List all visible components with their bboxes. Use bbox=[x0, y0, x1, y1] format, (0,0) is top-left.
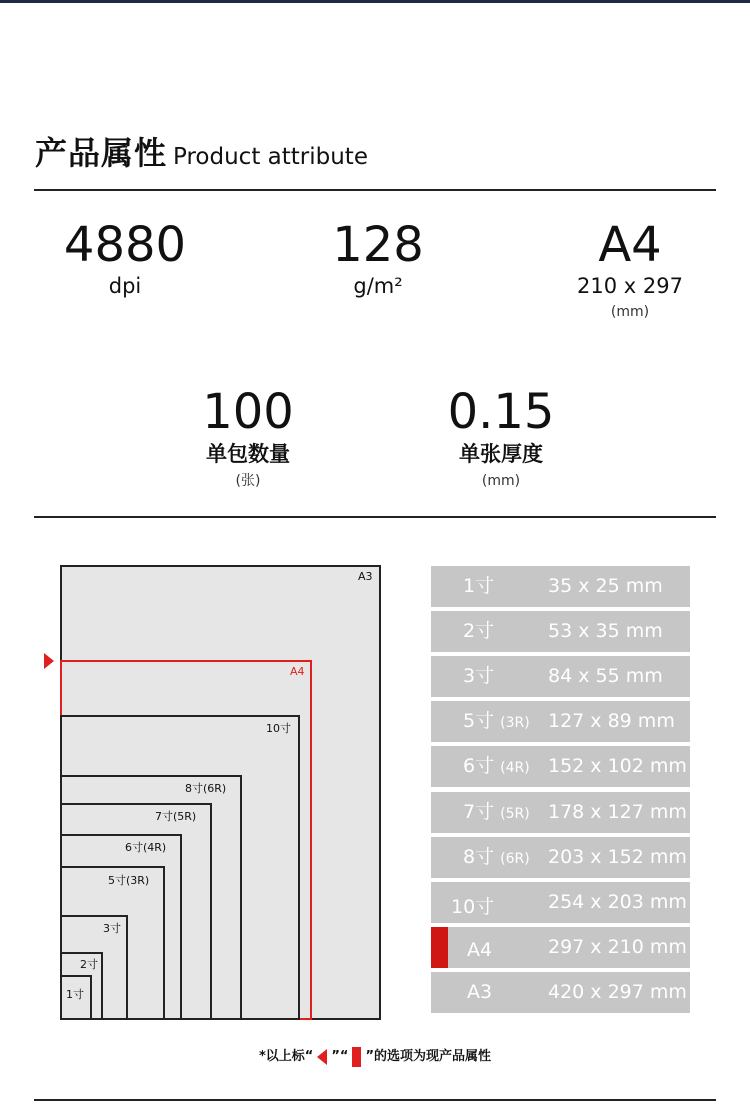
stat-quantity bbox=[138, 385, 358, 493]
stat-size bbox=[520, 218, 740, 324]
divider-bottom bbox=[34, 1099, 716, 1101]
size-dims: 35 x 25 mm bbox=[548, 575, 663, 597]
size-dims: 297 x 210 mm bbox=[548, 936, 687, 958]
size-8-label: 8寸(6R) bbox=[185, 782, 227, 795]
size-name bbox=[467, 972, 492, 1015]
size-dims: 420 x 297 mm bbox=[548, 981, 687, 1003]
size-row-highlighted bbox=[431, 927, 690, 968]
size-label: 1寸 bbox=[463, 575, 495, 597]
stat-unit: 单张厚度 bbox=[459, 442, 543, 466]
section-title bbox=[35, 128, 368, 174]
stat-unit: g/m² bbox=[353, 274, 403, 298]
stat-value: 0.15 bbox=[447, 384, 555, 440]
size-row bbox=[431, 656, 690, 697]
stat-sub: (张) bbox=[235, 473, 261, 489]
size-name bbox=[463, 792, 530, 835]
size-name bbox=[463, 611, 494, 654]
size-dims: 203 x 152 mm bbox=[548, 846, 687, 868]
stat-value: 100 bbox=[202, 384, 294, 440]
size-6-label: 6寸(4R) bbox=[125, 841, 167, 854]
size-name bbox=[463, 566, 494, 609]
size-dims: 254 x 203 mm bbox=[548, 891, 687, 913]
bar-marker-icon bbox=[352, 1047, 361, 1067]
stat-unit: dpi bbox=[108, 274, 142, 298]
stat-sub: (mm) bbox=[481, 473, 521, 489]
size-tag: (4R) bbox=[500, 760, 530, 776]
size-dims: 152 x 102 mm bbox=[548, 755, 687, 777]
size-name bbox=[463, 746, 530, 789]
note-suffix: ”的选项为现产品属性 bbox=[365, 1049, 491, 1064]
size-row bbox=[431, 837, 690, 878]
size-tag: (5R) bbox=[500, 806, 530, 822]
size-2-label: 2寸 bbox=[80, 958, 98, 971]
size-label: 8寸 bbox=[463, 846, 495, 868]
size-row bbox=[431, 566, 690, 607]
size-name bbox=[463, 656, 494, 699]
stat-value: 4880 bbox=[63, 217, 187, 273]
a3-label: A3 bbox=[358, 570, 373, 583]
current-product-marker bbox=[431, 927, 448, 968]
size-name bbox=[467, 930, 492, 973]
size-1-label: 1寸 bbox=[66, 988, 84, 1001]
size-label: A3 bbox=[467, 981, 493, 1003]
size-name bbox=[463, 701, 530, 744]
size-label: 6寸 bbox=[463, 755, 495, 777]
size-row bbox=[431, 746, 690, 787]
size-tag: (6R) bbox=[500, 851, 530, 867]
a4-pointer-icon bbox=[44, 653, 54, 669]
size-row bbox=[431, 611, 690, 652]
size-row bbox=[431, 701, 690, 742]
title-en: Product attribute bbox=[173, 144, 368, 170]
size-row bbox=[431, 882, 690, 923]
stat-thickness bbox=[391, 385, 611, 493]
size-dims: 127 x 89 mm bbox=[548, 710, 675, 732]
stat-resolution bbox=[15, 218, 235, 300]
size-dims: 84 x 55 mm bbox=[548, 665, 663, 687]
divider-top bbox=[34, 189, 716, 191]
divider-middle bbox=[34, 516, 716, 518]
size-name bbox=[463, 837, 530, 880]
size-10-label: 10寸 bbox=[266, 722, 291, 735]
note-mid: ”“ bbox=[331, 1049, 349, 1064]
top-border bbox=[0, 0, 750, 3]
size-row bbox=[431, 972, 690, 1013]
size-name bbox=[451, 887, 494, 930]
size-row bbox=[431, 792, 690, 833]
size-label: A4 bbox=[467, 939, 493, 961]
size-label: 2寸 bbox=[463, 620, 495, 642]
size-dims: 53 x 35 mm bbox=[548, 620, 663, 642]
size-label: 10寸 bbox=[451, 896, 495, 918]
a4-label: A4 bbox=[290, 665, 305, 678]
size-3-label: 3寸 bbox=[103, 922, 121, 935]
title-zh: 产品属性 bbox=[35, 134, 168, 172]
stat-unit: 单包数量 bbox=[206, 442, 290, 466]
stat-sub: (mm) bbox=[610, 304, 650, 320]
size-5-label: 5寸(3R) bbox=[108, 874, 150, 887]
stat-weight bbox=[268, 218, 488, 300]
size-dims: 178 x 127 mm bbox=[548, 801, 687, 823]
stat-value: A4 bbox=[598, 217, 662, 273]
size-tag: (3R) bbox=[500, 715, 530, 731]
triangle-marker-icon bbox=[317, 1049, 327, 1065]
size-label: 3寸 bbox=[463, 665, 495, 687]
stat-value: 128 bbox=[332, 217, 424, 273]
size-label: 5寸 bbox=[463, 710, 495, 732]
stat-unit: 210 x 297 bbox=[577, 274, 683, 298]
note-prefix: *以上标“ bbox=[259, 1049, 314, 1064]
legend-note bbox=[0, 1045, 750, 1067]
size-7-label: 7寸(5R) bbox=[155, 810, 197, 823]
size-label: 7寸 bbox=[463, 801, 495, 823]
